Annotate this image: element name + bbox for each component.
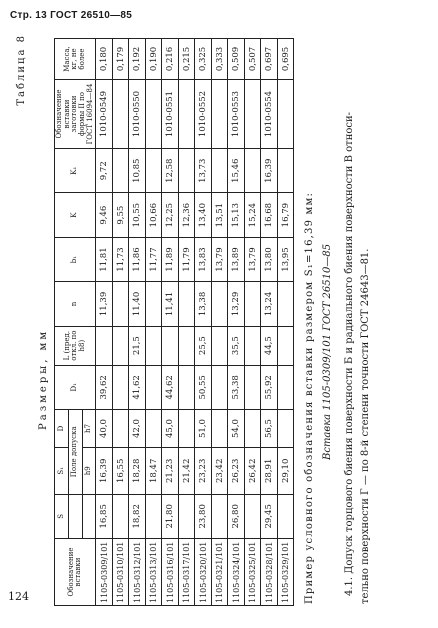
cell-s1: 23,23 (195, 448, 212, 495)
clause-line-2: тельно поверхности Г — по 8-й степени точности ГОСТ 24643—81. (360, 248, 371, 604)
cell-dd: 56,5 (261, 410, 278, 448)
cell-dd (145, 410, 162, 448)
cell-d1 (244, 365, 261, 409)
cell-dd (178, 410, 195, 448)
cell-dd (244, 410, 261, 448)
cell-w: 0,192 (129, 39, 146, 80)
cell-s: 18,82 (129, 494, 146, 538)
cell-w: 0,509 (228, 39, 245, 80)
cell-s: 16,85 (96, 494, 113, 538)
cell-b1: 11,73 (112, 237, 129, 281)
cell-m: 1010-0550 (129, 80, 146, 149)
cell-w: 0,325 (195, 39, 212, 80)
cell-s1: 26,42 (244, 448, 261, 495)
col-n: n (55, 282, 96, 326)
cell-m (211, 80, 228, 149)
cell-k1: 16,39 (261, 149, 278, 193)
cell-l (244, 326, 261, 365)
table-row (178, 39, 195, 606)
cell-k1 (145, 149, 162, 193)
cell-dd: 45,0 (162, 410, 179, 448)
cell-m (112, 80, 129, 149)
cell-l (145, 326, 162, 365)
cell-m: 1010-0549 (96, 80, 113, 149)
cell-m: 1010-0553 (228, 80, 245, 149)
cell-m: 1010-0554 (261, 80, 278, 149)
cell-b1: 13,79 (211, 237, 228, 281)
cell-d1: 44,62 (162, 365, 179, 409)
cell-n: 13,24 (261, 282, 278, 326)
cell-b1: 13,79 (244, 237, 261, 281)
table-row (244, 39, 261, 606)
cell-w: 0,190 (145, 39, 162, 80)
cell-w: 0,697 (261, 39, 278, 80)
cell-k: 10,66 (145, 193, 162, 237)
col-L: L (пред. откл. по h8) (55, 326, 96, 365)
cell-s (178, 494, 195, 538)
table-caption: Таблица 8 (16, 34, 27, 106)
cell-d: 1105-0317/101 (178, 539, 195, 606)
table-row (162, 39, 179, 606)
cell-k: 16,68 (261, 193, 278, 237)
cell-w: 0,695 (277, 39, 294, 80)
cell-s1: 21,23 (162, 448, 179, 495)
cell-n: 13,29 (228, 282, 245, 326)
cell-b1: 11,77 (145, 237, 162, 281)
cell-s (244, 494, 261, 538)
cell-n: 11,40 (129, 282, 146, 326)
col-b1: b₁ (55, 237, 96, 281)
cell-m (244, 80, 261, 149)
cell-l: 35,5 (228, 326, 245, 365)
cell-l (112, 326, 129, 365)
cell-l (162, 326, 179, 365)
cell-d: 1105-0324/101 (228, 539, 245, 606)
cell-w: 0,507 (244, 39, 261, 80)
cell-s (211, 494, 228, 538)
cell-d: 1105-0321/101 (211, 539, 228, 606)
cell-b1: 11,89 (162, 237, 179, 281)
cell-d1 (277, 365, 294, 409)
cell-d: 1105-0329/101 (277, 539, 294, 606)
cell-d1 (211, 365, 228, 409)
cell-m: 1010-0551 (162, 80, 179, 149)
example-line: Пример условного обозначения вставки размером S₁=16,39 мм: (304, 191, 315, 604)
table-row (211, 39, 228, 606)
example-item: Вставка 1105-0309/101 ГОСТ 26510—85 (322, 243, 333, 460)
cell-s1: 18,28 (129, 448, 146, 495)
cell-l (277, 326, 294, 365)
cell-b1: 11,86 (129, 237, 146, 281)
cell-l (96, 326, 113, 365)
cell-d1 (178, 365, 195, 409)
cell-m: 1010-0552 (195, 80, 212, 149)
col-D: D (55, 410, 69, 448)
cell-s (277, 494, 294, 538)
cell-d: 1105-0310/101 (112, 539, 129, 606)
table-row (228, 39, 245, 606)
cell-m (178, 80, 195, 149)
cell-k1: 10,85 (129, 149, 146, 193)
cell-k1 (244, 149, 261, 193)
cell-d: 1105-0309/101 (96, 539, 113, 606)
cell-k: 15,24 (244, 193, 261, 237)
cell-b1: 13,95 (277, 237, 294, 281)
clause-line-1: 4.1. Допуск торцового биения поверхности Б и радиального биения поверхности В относи- (344, 111, 355, 596)
cell-w: 0,180 (96, 39, 113, 80)
cell-b1: 11,81 (96, 237, 113, 281)
cell-k1: 13,73 (195, 149, 212, 193)
cell-n (244, 282, 261, 326)
cell-dd (277, 410, 294, 448)
col-K: K (55, 193, 96, 237)
cell-s (112, 494, 129, 538)
cell-d1: 41,62 (129, 365, 146, 409)
cell-k: 9,55 (112, 193, 129, 237)
cell-dd: 54,0 (228, 410, 245, 448)
cell-s1: 28,91 (261, 448, 278, 495)
cell-d: 1105-0312/101 (129, 539, 146, 606)
col-h7: h7 (82, 410, 96, 448)
cell-dd (211, 410, 228, 448)
cell-k1 (112, 149, 129, 193)
table-row (129, 39, 146, 606)
cell-k1: 12,58 (162, 149, 179, 193)
cell-s1: 21,42 (178, 448, 195, 495)
cell-b1: 13,80 (261, 237, 278, 281)
cell-n: 13,38 (195, 282, 212, 326)
cell-d1: 55,92 (261, 365, 278, 409)
cell-k: 13,40 (195, 193, 212, 237)
page-number: 124 (8, 590, 29, 603)
cell-w: 0,333 (211, 39, 228, 80)
cell-d: 1105-0316/101 (162, 539, 179, 606)
cell-k: 12,36 (178, 193, 195, 237)
cell-b1: 13,83 (195, 237, 212, 281)
cell-n (277, 282, 294, 326)
cell-n (145, 282, 162, 326)
cell-s1: 16,55 (112, 448, 129, 495)
cell-s: 26,80 (228, 494, 245, 538)
cell-s (145, 494, 162, 538)
cell-l (178, 326, 195, 365)
cell-b1: 13,89 (228, 237, 245, 281)
cell-l: 21,5 (129, 326, 146, 365)
cell-k: 13,51 (211, 193, 228, 237)
running-header: Стр. 13 ГОСТ 26510—85 (10, 10, 133, 21)
cell-d: 1105-0313/101 (145, 539, 162, 606)
cell-l: 44,5 (261, 326, 278, 365)
dimensions-table (54, 38, 294, 606)
col-S1: S₁ (55, 448, 69, 495)
sizes-label: Размеры, мм (38, 328, 49, 430)
col-h9: h9 (82, 448, 96, 495)
cell-n (112, 282, 129, 326)
cell-d: 1105-0320/101 (195, 539, 212, 606)
col-mass: Масса, кг, не более (55, 39, 96, 80)
cell-k: 9,46 (96, 193, 113, 237)
cell-k: 10,55 (129, 193, 146, 237)
cell-dd (112, 410, 129, 448)
cell-d1: 39,62 (96, 365, 113, 409)
col-matrix: Обозначение вставки заготовки формы II по ГОСТ 16094—84 (55, 80, 96, 149)
cell-n: 11,39 (96, 282, 113, 326)
cell-d1 (145, 365, 162, 409)
cell-s1: 29,10 (277, 448, 294, 495)
cell-dd: 51,0 (195, 410, 212, 448)
cell-s1: 18,47 (145, 448, 162, 495)
table-row (261, 39, 278, 606)
cell-l (211, 326, 228, 365)
cell-dd: 40,0 (96, 410, 113, 448)
cell-n (178, 282, 195, 326)
cell-n (211, 282, 228, 326)
col-K1: K₁ (55, 149, 96, 193)
cell-s1: 26,23 (228, 448, 245, 495)
col-designation: Обозначение вставки (55, 539, 96, 606)
col-S: S (55, 494, 69, 538)
cell-d1: 53,38 (228, 365, 245, 409)
table-row (277, 39, 294, 606)
cell-s: 21,80 (162, 494, 179, 538)
cell-m (145, 80, 162, 149)
table-body (96, 39, 294, 606)
cell-dd: 42,0 (129, 410, 146, 448)
cell-k: 12,25 (162, 193, 179, 237)
rotated-content (14, 30, 424, 610)
table-row (96, 39, 113, 606)
cell-s1: 16,39 (96, 448, 113, 495)
table-row (195, 39, 212, 606)
cell-w: 0,179 (112, 39, 129, 80)
cell-d1: 50,55 (195, 365, 212, 409)
cell-w: 0,216 (162, 39, 179, 80)
cell-s: 29,45 (261, 494, 278, 538)
cell-k1: 15,46 (228, 149, 245, 193)
cell-k: 15,13 (228, 193, 245, 237)
cell-d: 1105-0328/101 (261, 539, 278, 606)
cell-k1 (277, 149, 294, 193)
cell-d: 1105-0325/101 (244, 539, 261, 606)
cell-d1 (112, 365, 129, 409)
cell-m (277, 80, 294, 149)
cell-k1 (211, 149, 228, 193)
cell-s: 23,80 (195, 494, 212, 538)
table-row (112, 39, 129, 606)
cell-n: 11,41 (162, 282, 179, 326)
cell-k: 16,79 (277, 193, 294, 237)
cell-l: 25,5 (195, 326, 212, 365)
table-row (145, 39, 162, 606)
cell-b1: 11,79 (178, 237, 195, 281)
cell-s1: 23,42 (211, 448, 228, 495)
cell-k1 (178, 149, 195, 193)
cell-k1: 9,72 (96, 149, 113, 193)
cell-w: 0,215 (178, 39, 195, 80)
col-tolerance-field: Поле допуска (68, 410, 82, 495)
col-D1: D₁ (55, 365, 96, 409)
